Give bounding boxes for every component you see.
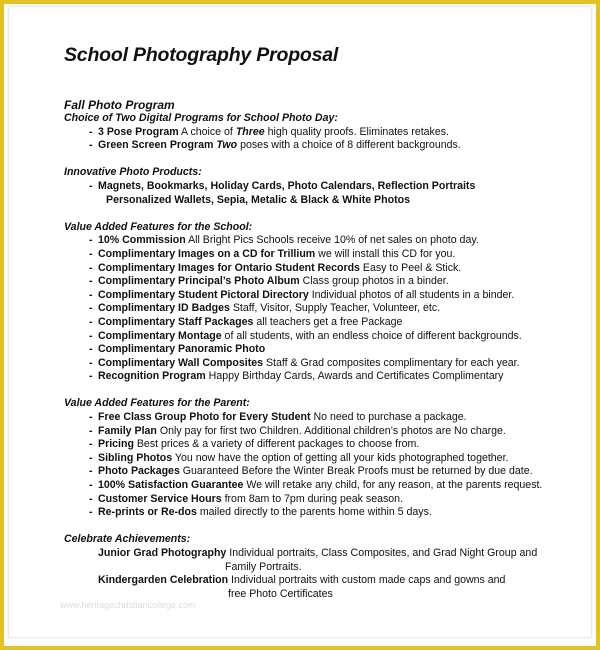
item-text: of all students, with an endless choice of different backgrounds. — [221, 329, 522, 342]
item-text: Class group photos in a binder. — [299, 275, 449, 288]
list-item — [98, 262, 584, 276]
item-lead: Complimentary Images for Ontario Student Records — [98, 261, 360, 274]
photo-products-heading: Innovative Photo Products: — [64, 166, 202, 179]
item-lead: Pricing — [98, 438, 134, 451]
item-text: Only pay for first two Children. Additional children’s photos are No charge. — [156, 424, 506, 437]
list-item — [98, 506, 584, 520]
list-item — [98, 234, 584, 248]
item-lead: Complimentary Principal’s Photo Album — [98, 275, 300, 288]
list-item — [98, 438, 584, 452]
item-lead: Customer Service Hours — [98, 492, 222, 505]
item-lead: Magnets, Bookmarks, Holiday Cards, Photo Calendars, Reflection Portraits — [98, 179, 476, 192]
list-item — [98, 370, 584, 384]
achievements-section — [64, 533, 584, 601]
item-text: Individual portraits, Class Composites, and Grad Night Group and — [226, 547, 538, 559]
item-lead: Complimentary Wall Composites — [98, 356, 264, 369]
list-item — [98, 330, 584, 344]
parent-features-list — [64, 411, 584, 520]
document-title: School Photography Proposal — [64, 44, 339, 66]
item-text: You now have the option of getting all your kids photographed together. — [172, 451, 509, 464]
parent-features-heading: Value Added Features for the Parent: — [64, 397, 250, 410]
list-item — [98, 139, 584, 153]
list-item — [98, 411, 584, 425]
list-item — [98, 289, 584, 303]
item-text: mailed directly to the parents home within 5 days. — [196, 506, 432, 519]
item-text: all teachers get a free Package — [253, 315, 403, 328]
item-text: Individual portraits with custom made caps and gowns and — [228, 574, 506, 587]
item-text: No need to purchase a package. — [310, 411, 467, 424]
item-lead: Complimentary Panoramic Photo — [98, 343, 266, 356]
list-item — [98, 126, 584, 140]
list-item — [98, 452, 584, 466]
item-lead: 3 Pose Program — [98, 125, 179, 138]
item-text: Best prices & a variety of different packages to choose from. — [133, 438, 420, 451]
list-item — [98, 275, 584, 289]
item-lead: 100% Satisfaction Guarantee — [98, 479, 244, 492]
list-item — [98, 465, 584, 479]
item-text: Staff & Grad composites complimentary for each year. — [263, 356, 520, 369]
item-lead-continued: Personalized Wallets, Sepia, Metalic & Black & White Photos — [106, 193, 410, 206]
item-lead: Complimentary Montage — [98, 329, 222, 342]
item-text: Individual photos of all students in a binder. — [308, 288, 515, 301]
parent-features-section — [64, 397, 584, 519]
item-text-continued: Family Portraits. — [225, 560, 302, 573]
fall-program-section — [64, 98, 584, 153]
item-lead: Junior Grad Photography — [98, 547, 227, 559]
item-lead: Complimentary Student Pictoral Directory — [98, 288, 309, 301]
item-lead: Kindergarden Celebration — [98, 574, 229, 587]
fall-program-list — [64, 126, 584, 153]
item-text: high quality proofs. Eliminates retakes. — [264, 125, 449, 138]
watermark: www.heritagechristiancollege.com — [60, 600, 196, 610]
school-features-section — [64, 221, 584, 384]
document-body — [64, 98, 584, 615]
list-item — [98, 248, 584, 262]
item-text: A choice of — [181, 125, 236, 138]
item-text-continued: free Photo Certificates — [228, 587, 333, 600]
item-text: We will retake any child, for any reason, at the parents request. — [243, 479, 543, 492]
achievements-list — [64, 547, 584, 601]
item-emphasis: Two — [216, 139, 238, 152]
item-text: we will install this CD for you. — [315, 247, 456, 260]
item-text: Easy to Peel & Stick. — [359, 261, 462, 274]
list-item — [98, 425, 584, 439]
item-text: Staff, Visitor, Supply Teacher, Volunteer, etc. — [229, 302, 441, 315]
school-features-heading: Value Added Features for the School: — [64, 220, 253, 233]
list-item — [98, 180, 584, 207]
item-lead: Family Plan — [98, 424, 157, 437]
item-emphasis: Three — [235, 125, 265, 138]
item-lead: Green Screen Program — [98, 139, 214, 152]
item-lead: Complimentary Images on a CD for Trillium — [98, 247, 316, 260]
list-item — [98, 547, 584, 574]
list-item — [98, 479, 584, 493]
fall-program-heading: Choice of Two Digital Programs for School Photo Day: — [64, 112, 338, 124]
item-text: Guaranteed Before the Winter Break Proofs must be returned by due date. — [179, 465, 533, 478]
item-text: poses with a choice of 8 different backgrounds. — [237, 139, 461, 152]
school-features-list — [64, 234, 584, 384]
item-lead: Complimentary ID Badges — [98, 302, 230, 315]
list-item — [98, 343, 584, 357]
item-lead: Recognition Program — [98, 370, 206, 383]
fall-program-subtitle: Fall Photo Program — [64, 98, 175, 112]
list-item — [98, 357, 584, 371]
item-lead: Re-prints or Re-dos — [98, 506, 197, 519]
photo-products-list — [64, 180, 584, 207]
list-item — [98, 493, 584, 507]
list-item — [98, 316, 584, 330]
item-text: Happy Birthday Cards, Awards and Certificates Complimentary — [205, 370, 504, 383]
item-text: from 8am to 7pm during peak season. — [221, 492, 404, 505]
item-lead: 10% Commission — [98, 234, 186, 247]
item-text: All Bright Pics Schools receive 10% of net sales on photo day. — [185, 234, 479, 247]
list-item — [98, 302, 584, 316]
achievements-heading: Celebrate Achievements: — [64, 533, 191, 546]
photo-products-section — [64, 166, 584, 207]
list-item — [98, 574, 584, 601]
item-lead: Complimentary Staff Packages — [98, 315, 254, 328]
item-lead: Photo Packages — [98, 465, 180, 478]
item-lead: Free Class Group Photo for Every Student — [98, 411, 311, 424]
item-lead: Sibling Photos — [98, 451, 173, 464]
